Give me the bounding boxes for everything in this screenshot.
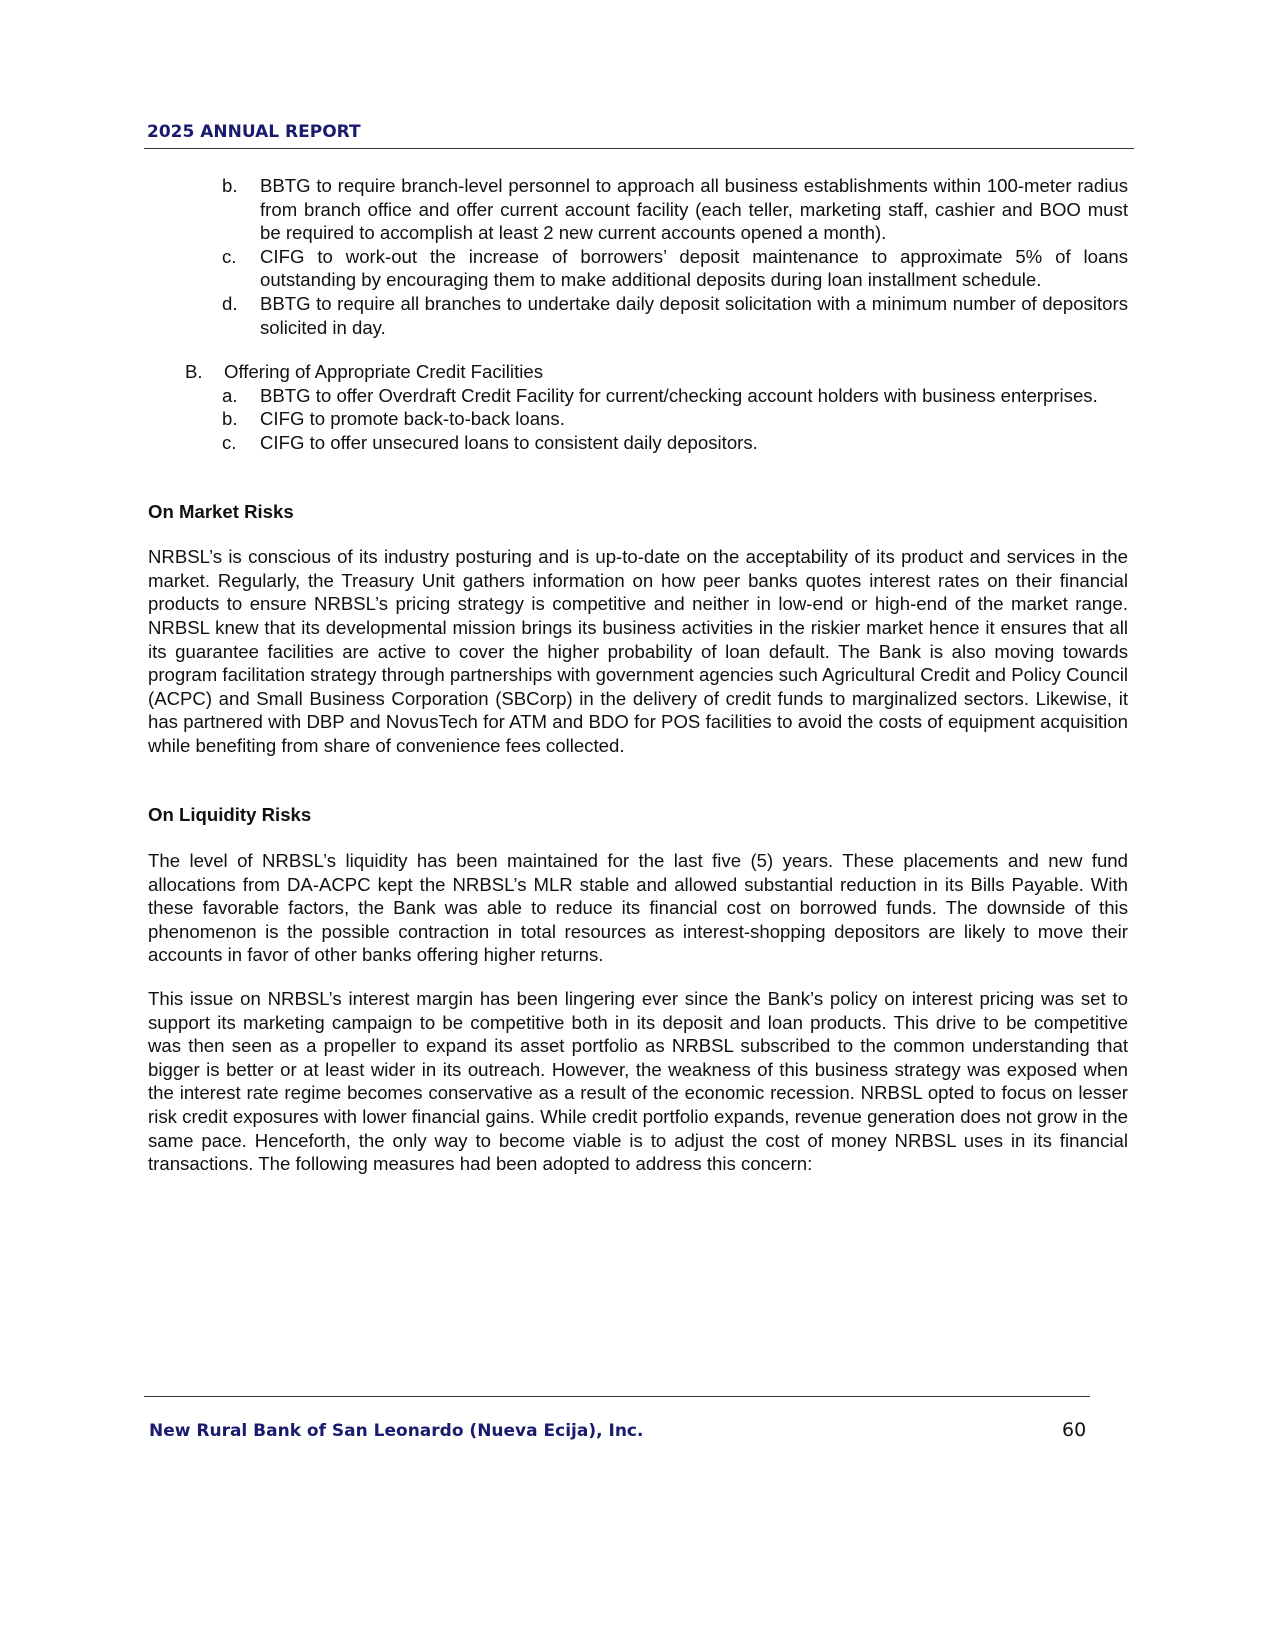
- list-item: [148, 407, 1128, 431]
- list-item: [148, 245, 1128, 292]
- report-title: 2025 ANNUAL REPORT: [147, 122, 361, 142]
- list-marker: b.: [222, 408, 238, 430]
- section-title-text: Offering of Appropriate Credit Facilities: [224, 361, 543, 383]
- list-item-text: BBTG to require branch-level personnel to approach all business establishments within 100-meter radius from branch office and offer current account facility (each teller, marketing staff, cashier and BOO must be required to accomplish at least 2 new current accounts opened a month).: [260, 175, 1128, 244]
- market-risks-paragraph: NRBSL’s is conscious of its industry posturing and is up-to-date on the acceptability of its product and services in the market. Regularly, the Treasury Unit gathers information on how peer banks quotes interest rates on their financial products to ensure NRBSL’s pricing strategy is competitive and neither in low-end or high-end of the market range. NRBSL knew that its developmental mission brings its business activities in the riskier market hence it ensures that all its guarantee facilities are active to cover the higher probability of loan default. The Bank is also moving towards program facilitation strategy through partnerships with government agencies such Agricultural Credit and Policy Council (ACPC) and Small Business Corporation (SBCorp) in the delivery of credit funds to marginalized sectors. Likewise, it has partnered with DBP and NovusTech for ATM and BDO for POS facilities to avoid the costs of equipment acquisition while benefiting from share of convenience fees collected.: [148, 546, 1128, 756]
- footer-bank-name: New Rural Bank of San Leonardo (Nueva Ecija), Inc.: [149, 1421, 644, 1441]
- list-item-text: CIFG to work-out the increase of borrowers’ deposit maintenance to approximate 5% of loans outstanding by encouraging them to make additional deposits during loan installment schedule.: [260, 245, 1128, 291]
- market-risks-heading: On Market Risks: [148, 500, 294, 522]
- liquidity-risks-heading: On Liquidity Risks: [148, 804, 312, 826]
- list-marker: b.: [222, 175, 238, 196]
- list-marker: d.: [222, 292, 238, 314]
- list-item: [148, 384, 1128, 408]
- list-item-text: CIFG to offer unsecured loans to consistent daily depositors.: [260, 431, 758, 453]
- liquidity-paragraph-1: The level of NRBSL’s liquidity has been maintained for the last five (5) years. These placements and new fund allocations from DA-ACPC kept the NRBSL’s MLR stable and allowed substantial reduction in its Bills Payable. With these favorable factors, the Bank was able to reduce its financial cost on borrowed funds. The downside of this phenomenon is the possible contraction in total resources as interest-shopping depositors are likely to move their accounts in favor of other banks offering higher returns.: [148, 850, 1128, 966]
- page-number: 60: [1062, 1419, 1087, 1441]
- footer-divider: [144, 1396, 1090, 1397]
- section-marker: B.: [185, 361, 203, 383]
- list-item: [148, 174, 1128, 245]
- list-item: [148, 292, 1128, 339]
- list-marker: c.: [222, 431, 237, 453]
- list-item-text: BBTG to offer Overdraft Credit Facility for current/checking account holders with business enterprises.: [260, 384, 1098, 406]
- list-item-text: BBTG to require all branches to undertake daily deposit solicitation with a minimum number of depositors solicited in day.: [260, 292, 1128, 338]
- list-item-text: CIFG to promote back-to-back loans.: [260, 408, 565, 430]
- liquidity-paragraph-2: This issue on NRBSL’s interest margin has been lingering ever since the Bank’s policy on interest pricing was set to support its marketing campaign to be competitive both in its deposit and loan products. This drive to be competitive was then seen as a propeller to expand its asset portfolio as NRBSL subscribed to the common understanding that bigger is better or at least wider in its outreach. However, the weakness of this business strategy was exposed when the interest rate regime becomes conservative as a result of the economic recession. NRBSL opted to focus on lesser risk credit exposures with lower financial gains. While credit portfolio expands, revenue generation does not grow in the same pace. Henceforth, the only way to become viable is to adjust the cost of money NRBSL uses in its financial transactions. The following measures had been adopted to address this concern:: [148, 988, 1128, 1175]
- list-marker: a.: [222, 384, 238, 406]
- list-marker: c.: [222, 245, 237, 267]
- section-b-title: [148, 360, 1128, 384]
- list-item: [148, 431, 1128, 455]
- page-body: [148, 174, 1128, 1176]
- header-divider: [144, 148, 1134, 149]
